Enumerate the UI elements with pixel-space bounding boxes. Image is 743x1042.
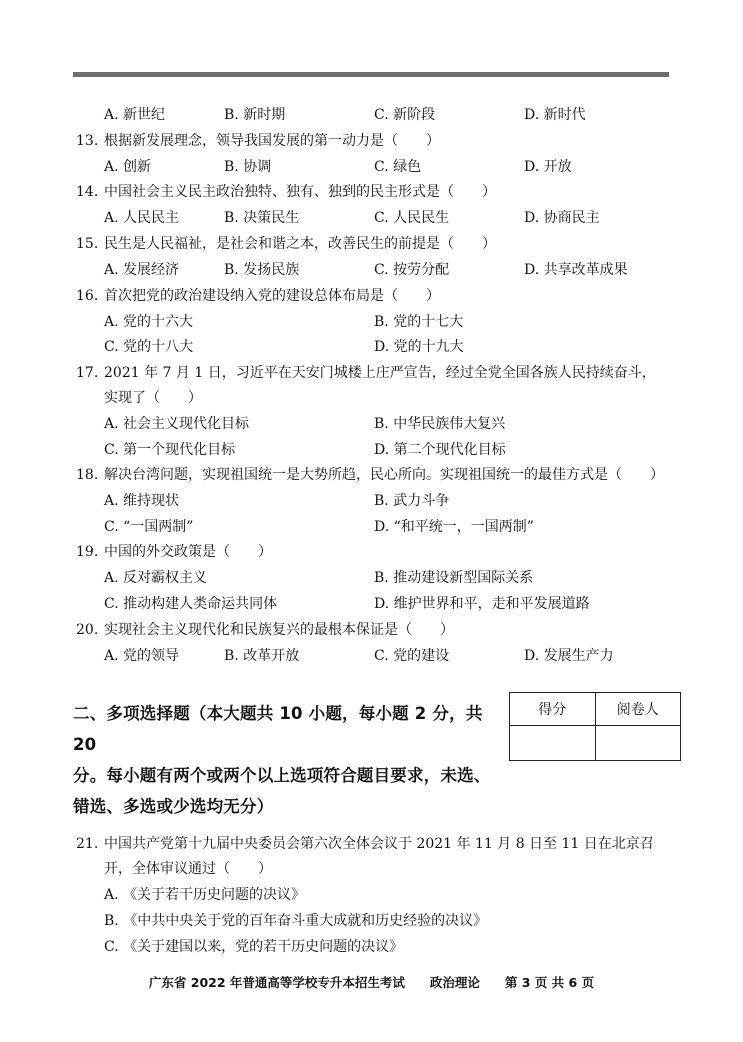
q13-option-d: D. 开放 (524, 159, 572, 175)
q20-option-d: D. 发展生产力 (524, 648, 614, 664)
question-21-continued: 开，全体审议通过（ ） (104, 861, 272, 877)
q14-option-a: A. 人民民主 (104, 210, 180, 226)
q19-option-a: A. 反对霸权主义 (104, 570, 208, 586)
q15-option-b: B. 发扬民族 (224, 262, 300, 278)
question-18: 18. 解决台湾问题，实现祖国统一是大势所趋，民心所向。实现祖国统一的最佳方式是（ ） (76, 467, 664, 483)
header-rule (73, 72, 669, 77)
score-cell (510, 726, 596, 761)
q18-option-a: A. 维持现状 (104, 493, 180, 509)
q20-option-a: A. 党的领导 (104, 648, 180, 664)
q14-option-b: B. 决策民生 (224, 210, 300, 226)
q18-option-b: B. 武力斗争 (374, 493, 450, 509)
score-table (509, 692, 681, 761)
q17-option-a: A. 社会主义现代化目标 (104, 416, 250, 432)
q20-option-c: C. 党的建设 (374, 648, 450, 664)
q14-option-d: D. 协商民主 (524, 210, 600, 226)
q16-option-b: B. 党的十七大 (374, 314, 464, 330)
section-2-line-1: 二、多项选择题（本大题共 10 小题，每小题 2 分，共 20 (73, 704, 483, 754)
grader-label: 阅卷人 (595, 693, 681, 726)
question-17-continued: 实现了（ ） (104, 390, 202, 406)
q12-option-a: A. 新世纪 (104, 107, 166, 123)
q12-option-c: C. 新阶段 (374, 107, 436, 123)
q16-option-c: C. 党的十八大 (104, 339, 194, 355)
q13-option-c: C. 绿色 (374, 159, 422, 175)
q21-option-c: C. 《关于建国以来，党的若干历史问题的决议》 (104, 939, 404, 955)
q17-option-b: B. 中华民族伟大复兴 (374, 416, 506, 432)
section-2-line-3: 错选、多选或少选均无分） (73, 797, 274, 816)
q18-option-d: D. “和平统一，一国两制” (374, 519, 534, 535)
q18-option-c: C. “一国两制” (104, 519, 194, 535)
q13-option-b: B. 协调 (224, 159, 272, 175)
q16-option-d: D. 党的十九大 (374, 339, 464, 355)
question-17: 17. 2021 年 7 月 1 日，习近平在天安门城楼上庄严宣告，经过全党全国各族人民持续奋斗， (76, 365, 656, 381)
q17-option-c: C. 第一个现代化目标 (104, 442, 236, 458)
question-15: 15. 民生是人民福祉，是社会和谐之本，改善民生的前提是（ ） (76, 236, 496, 252)
question-20: 20. 实现社会主义现代化和民族复兴的最根本保证是（ ） (76, 622, 454, 638)
question-13: 13. 根据新发展理念，领导我国发展的第一动力是（ ） (76, 133, 440, 149)
q21-option-a: A. 《关于若干历史问题的决议》 (104, 887, 306, 903)
q20-option-b: B. 改革开放 (224, 648, 300, 664)
q19-option-c: C. 推动构建人类命运共同体 (104, 596, 278, 612)
q19-option-d: D. 维护世界和平，走和平发展道路 (374, 596, 590, 612)
question-14: 14. 中国社会主义民主政治独特、独有、独到的民主形式是（ ） (76, 184, 496, 200)
q15-option-d: D. 共享改革成果 (524, 262, 628, 278)
q15-option-c: C. 按劳分配 (374, 262, 450, 278)
q21-option-b: B. 《中共中央关于党的百年奋斗重大成就和历史经验的决议》 (104, 913, 488, 929)
page-footer: 广东省 2022 年普通高等学校专升本招生考试 政治理论 第 3 页 共 6 页 (148, 975, 595, 990)
question-21: 21. 中国共产党第十九届中央委员会第六次全体会议于 2021 年 11 月 8 日至 11 日在北京召 (76, 836, 654, 852)
section-2-line-2: 分。每小题有两个或两个以上选项符合题目要求，未选、 (73, 766, 491, 785)
q15-option-a: A. 发展经济 (104, 262, 180, 278)
grader-cell (595, 726, 681, 761)
q13-option-a: A. 创新 (104, 159, 152, 175)
q12-option-d: D. 新时代 (524, 107, 586, 123)
score-label: 得分 (510, 693, 596, 726)
question-16: 16. 首次把党的政治建设纳入党的建设总体布局是（ ） (76, 288, 440, 304)
q14-option-c: C. 人民民生 (374, 210, 450, 226)
q12-option-b: B. 新时期 (224, 107, 286, 123)
q17-option-d: D. 第二个现代化目标 (374, 442, 506, 458)
section-2-heading (73, 698, 503, 822)
q16-option-a: A. 党的十六大 (104, 314, 194, 330)
question-19: 19. 中国的外交政策是（ ） (76, 544, 272, 560)
q19-option-b: B. 推动建设新型国际关系 (374, 570, 534, 586)
